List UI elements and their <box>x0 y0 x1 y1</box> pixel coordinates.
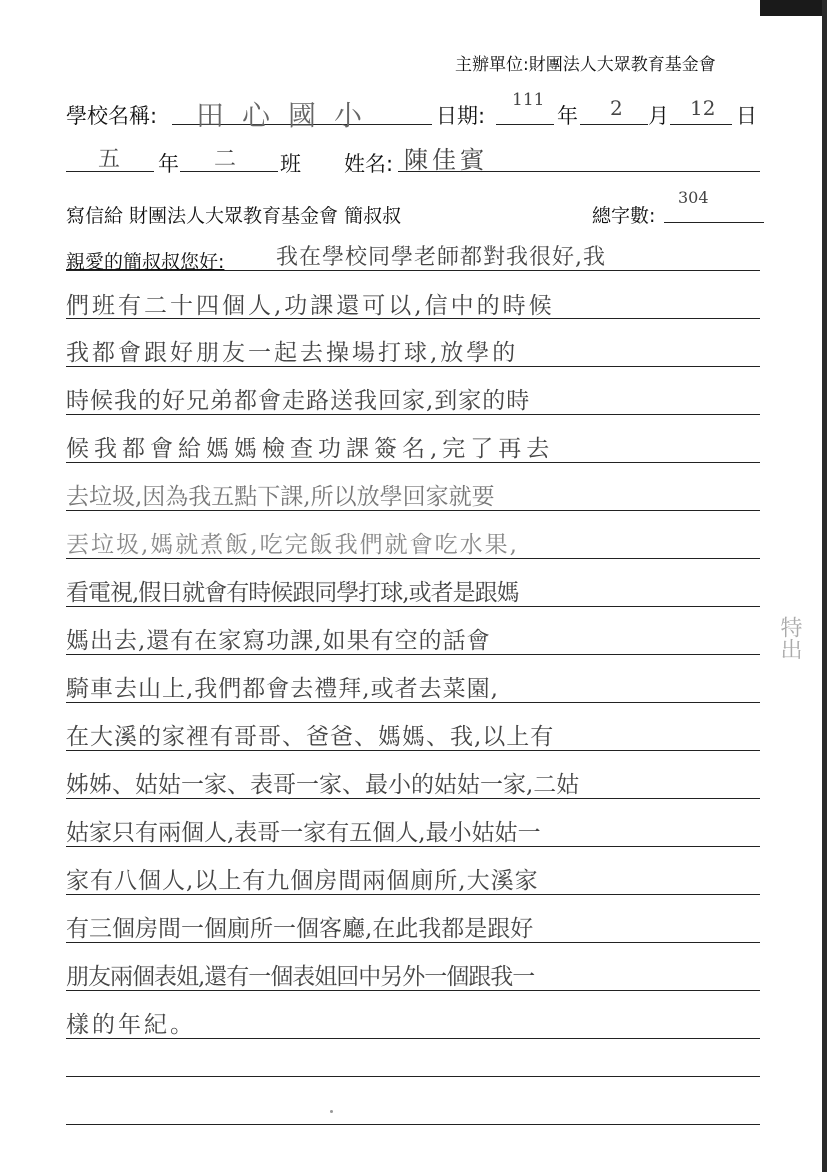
ruled-line-11 <box>66 750 760 751</box>
body-line-16: 朋友兩個表姐,還有一個表姐回中另外一個跟我一 <box>66 964 535 990</box>
scan-edge-right <box>822 0 827 1172</box>
ruled-line-13 <box>66 846 760 847</box>
ruled-line-16 <box>66 990 760 991</box>
ruled-line-6 <box>66 510 760 511</box>
year-underline <box>496 124 554 125</box>
date-label: 日期: <box>436 104 486 128</box>
body-line-2: 們班有二十四個人,功課還可以,信中的時候 <box>66 293 555 319</box>
class-value: 二 <box>214 147 237 172</box>
year-unit: 年 <box>557 104 578 128</box>
body-line-3: 我都會跟好朋友一起去操場打球,放學的 <box>66 340 519 366</box>
class-unit: 班 <box>280 152 301 176</box>
name-value: 陳佳賓 <box>404 146 488 174</box>
ruled-line-10 <box>66 702 760 703</box>
organizer-line: 主辦單位:財團法人大眾教育基金會 <box>455 55 716 75</box>
day-value: 12 <box>690 96 716 120</box>
ruled-line-7 <box>66 558 760 559</box>
ruled-line-4 <box>66 414 760 415</box>
ruled-line-5 <box>66 462 760 463</box>
school-value: 田心國小 <box>196 99 381 132</box>
ruled-line-8 <box>66 606 760 607</box>
ruled-line-3 <box>66 366 760 367</box>
body-line-6: 去垃圾,因為我五點下課,所以放學回家就要 <box>66 484 495 510</box>
body-line-4: 時候我的好兄弟都會走路送我回家,到家的時 <box>66 388 531 414</box>
day-underline <box>670 124 732 125</box>
scan-speck <box>330 1110 333 1113</box>
body-line-9: 媽出去,還有在家寫功課,如果有空的話會 <box>66 628 491 654</box>
name-label: 姓名: <box>344 152 394 176</box>
ruled-line-14 <box>66 894 760 895</box>
body-line-15: 有三個房間一個廁所一個客廳,在此我都是跟好 <box>66 916 534 942</box>
ruled-line-18 <box>66 1076 760 1077</box>
school-label: 學校名稱: <box>66 104 158 128</box>
body-line-10: 騎車去山上,我們都會去禮拜,或者去菜園, <box>66 676 499 702</box>
greeting: 親愛的簡叔叔您好: <box>66 251 225 273</box>
body-line-11: 在大溪的家裡有哥哥、爸爸、媽媽、我,以上有 <box>66 724 555 750</box>
ruled-line-15 <box>66 942 760 943</box>
ruled-line-19 <box>66 1124 760 1125</box>
body-line-13: 姑家只有兩個人,表哥一家有五個人,最小姑姑一 <box>66 820 541 846</box>
month-underline <box>580 124 648 125</box>
body-line-12: 姊姊、姑姑一家、表哥一家、最小的姑姑一家,二姑 <box>66 772 580 798</box>
ruled-line-12 <box>66 798 760 799</box>
letter-to-line: 寫信給 財團法人大眾教育基金會 簡叔叔 <box>66 205 402 227</box>
grade-unit: 年 <box>158 152 179 176</box>
ruled-line-17 <box>66 1038 760 1039</box>
word-count-value: 304 <box>678 188 709 207</box>
body-line-5: 候我都會給媽媽檢查功課簽名,完了再去 <box>66 436 555 462</box>
month-value: 2 <box>610 96 623 120</box>
body-line-14: 家有八個人,以上有九個房間兩個廁所,大溪家 <box>66 868 539 894</box>
ruled-line-1 <box>66 270 760 271</box>
body-line-8: 看電視,假日就會有時候跟同學打球,或者是跟媽 <box>66 580 519 606</box>
day-unit: 日 <box>736 104 757 128</box>
body-line-7: 丟垃圾,媽就煮飯,吃完飯我們就會吃水果, <box>66 532 519 558</box>
word-count-label: 總字數: <box>592 205 656 227</box>
word-count-underline <box>664 222 764 223</box>
month-unit: 月 <box>648 104 669 128</box>
body-line-17: 樣的年紀。 <box>66 1012 196 1038</box>
ruled-line-9 <box>66 654 760 655</box>
scan-edge-top <box>760 0 827 16</box>
margin-note: 特出 <box>777 616 802 660</box>
body-line-1: 我在學校同學老師都對我很好,我 <box>276 245 606 270</box>
ruled-line-2 <box>66 318 760 319</box>
year-value: 111 <box>512 90 545 110</box>
grade-value: 五 <box>98 147 121 172</box>
